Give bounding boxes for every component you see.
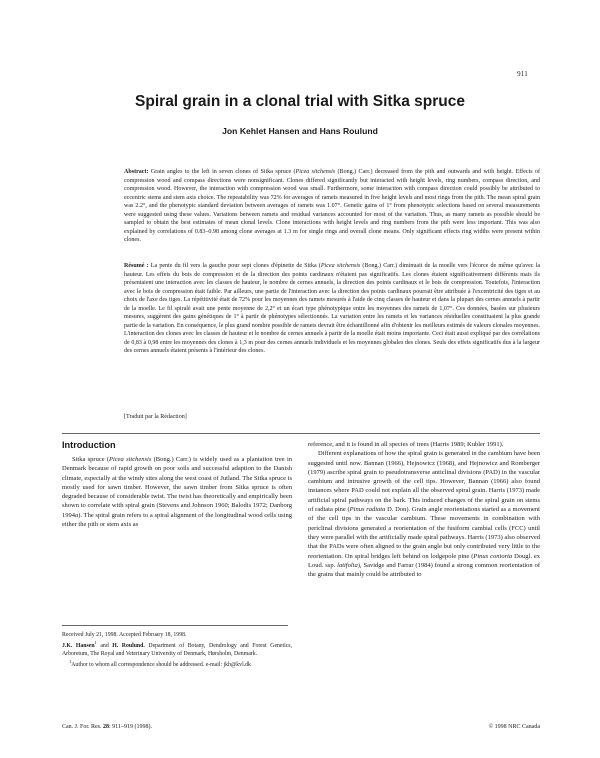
intro-paragraph: Different explanations of how the spiral grain is generated in the cambium have been suggested until now. Bannan (1966), Hejnowicz (1968), and Hejnowicz and Romberger (1979) ascribe spiral grain to pseudotransverse anticlinal divisions (PAD) in the vascular cambium and intrusive growth of the cell tips. However, Bannan (1966) also found instances where PAD could not explain all the observed spiral grain. Harris (1973) made artificial spiral pathways on the bark. This induced changes of the spiral grain on stems of radiata pine (Pinus radiata D. Don). Grain angle reorientations started as a movement of the cell tips in the vascular cambium. These movements in combination with periclinal divisions generated a reorientation of the fusiform cambial cells (FCC) until they were parallel with the artificially made spiral pathways. Harris (1973) also observed that the PADs were often aligned to the grain angle but only contributed very little to the reorientation. On spiral bridges left behind on lodgepole pine (Pinus contorta Dougl. ex Loud. ssp. latifolia), Savidge and Farrar (1984) found a strong common reorientation of the grains that mainly could be attributed to <box>308 450 540 579</box>
footnote-divider <box>62 625 288 626</box>
section-divider <box>62 433 540 434</box>
received-dates: Received July 21, 1998. Accepted February 18, 1998. <box>62 632 187 638</box>
copyright-notice: © 1998 NRC Canada <box>488 724 540 730</box>
journal-citation: Can. J. For. Res. 28: 911–919 (1998). <box>62 724 152 730</box>
resume-text: (Bong.) Carr.) diminuait de la moelle vers l'écorce de même qu'avec la hauteur. Les effets du bois de compression et de la direction des points cardinaux n'étaient pas significatifs. Les clones étaient significativement différents mais ils présentaient une interaction avec les classes de hauteur, le nombre de cernes annuels, la direction des points cardinaux et le bois de compression. Toutefois, l'interaction avec le bois de compression était faible. Par ailleurs, une partie de l'interaction avec la direction des points cardinaux pourrait être attribuée à l'excentricité des tiges et au choix de l'axe des tiges. La répétitivité était de 72% pour les moyennes des ramets mesurés à l'aide de cinq classes de hauteur et dans la plupart des cernes annuels à partir de la moelle. Le fil spiralé avait une pente moyenne de 2,2° et un écart type phénotypique entre les moyennes des ramets de 1,07°. Ces données, basées sur plusieurs mesures, suggèrent des gains génétiques de 1° à partir de phénotypes sélectionnés. La variation entre les ramets et les variances résiduelles constituaient la plus grande partie de la variation. En conséquence, le plus grand nombre possible de ramets devrait être échantillonné afin d'obtenir les meilleurs estimés de valeurs clonales moyennes. L'interaction des clones avec les classes de hauteur et le nombre de cernes annuels à partir de la moelle était moins importante. Ceci était aussi expliqué par des corrélations de 0,83 à 0,98 entre les moyennes des clones à 1,3 m pour des cernes annuels individuels et les moyennes globales des clones. Seuls des effets significatifs dus à la largeur des cernes annuels étaient présents à l'intérieur des clones. <box>124 263 541 355</box>
resume-label: Résumé : <box>124 263 149 269</box>
translation-note-text: [Traduit par la Rédaction] <box>124 414 187 420</box>
abstract-label: Abstract: <box>124 169 149 175</box>
paper-title: Spiral grain in a clonal trial with Sitka spruce <box>135 93 465 110</box>
correspondence-note: $^1$Author to whom all correspondence should be addressed. e-mail: jkh@kvl.dk <box>69 658 251 668</box>
left-column <box>62 440 292 529</box>
abstract-english <box>124 168 540 245</box>
introduction-heading: Introduction <box>62 440 116 450</box>
abstract-french <box>124 262 540 356</box>
author-list: Jon Kehlet Hansen and Hans Roulund <box>222 126 378 136</box>
abstract-text: (Bong.) Carr.) decreased from the pith and outwards and with height. Effects of compression wood and compass directions were nonsignificant. Clones differed significantly but interacted with height levels, ring numbers, compass direction, and compression wood. However, the interaction with compression wood was small. Furthermore, some interaction with compass direction could possibly be attributed to eccentric stems and stem axis choice. The repeatability was 72% for averages of ramets measured in five height levels and most rings from the pith. The mean spiral grain was 2.2°, and the phenotypic standard deviation between averages of ramets was 1.07°. Genetic gains of 1° from phenotypic selections based on several measurements were suggested using these values. Variations between ramets and residual variances accounted for most of the variation. Thus, as many ramets as possible should be sampled to obtain the best estimates of mean clonal levels. Clone interactions with height levels and ring numbers from the pith were less important. This was also explained by correlations of 0.83–0.98 among clone averages at 1.3 m for single rings and overall clone means. Only significant effects ring widths were present within clones. <box>124 169 541 244</box>
intro-paragraph: Sitka spruce (Picea sitchensis (Bong.) Carr.) is widely used as a plantation tree in Denmark because of rapid growth on poor soils and successful adaption to the Danish climate, especially at the windy sites along the west coast of Jutland. The Sitka spruce is mostly used for sawn timber. However, the sawn timber from Sitka spruce is often degraded because of considerable twist. The twist has theoretically and empirically been shown to correlate with spiral grain (Stevens and Johnson 1960; Balodis 1972; Danborg 1994a). The spiral grain refers to a spiral alignment of the longitudinal wood cells using either the pith or stem axis as <box>62 456 292 529</box>
page-number: 911 <box>517 70 528 78</box>
resume-species: Picea sitchensis <box>320 263 361 269</box>
abstract-text: Grain angles to the left in seven clones of Sitka spruce ( <box>148 169 296 175</box>
right-column <box>308 440 540 579</box>
abstract-species: Picea sitchensis <box>295 169 336 175</box>
resume-text: La pente du fil vers la gauche pour sept clones d'épinette de Sitka ( <box>148 263 321 269</box>
author-affiliation: J.K. Hansen$^1$ and H. Roulund. Department of Botany, Dendrology and Forest Genetics, Arboretum, The Royal and Veterinary University of Denmark, Hørsholm, Denmark. <box>62 639 292 657</box>
translation-note <box>124 413 540 422</box>
footnote-block <box>62 632 292 673</box>
intro-paragraph-continued: reference, and it is found in all species of trees (Harris 1989; Kubler 1991). <box>308 441 504 448</box>
